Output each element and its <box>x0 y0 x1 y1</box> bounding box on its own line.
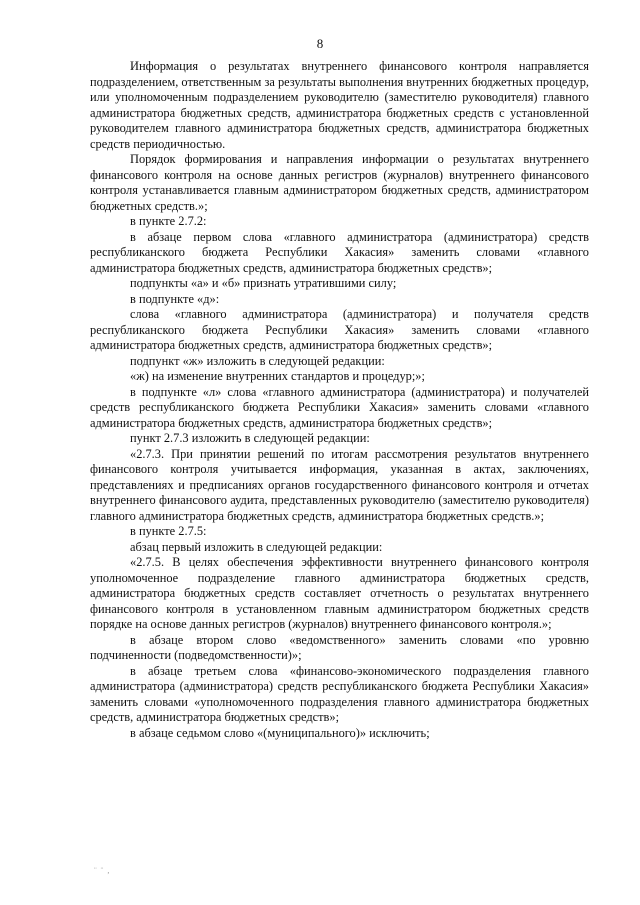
paragraph: абзац первый изложить в следующей редакции: <box>130 539 383 554</box>
paragraph: в абзаце седьмом слово «(муниципального)» исключить; <box>130 725 430 740</box>
footer-mark: ¨ ¨ , <box>94 866 111 875</box>
paragraph: Порядок формирования и направления информации о результатах внутреннего финансового контроля на основе данных регистров (журналов) внутреннего финансового контроля устанавливается главным администратором бюджетных средств, администратором бюджетных средств.»; <box>90 152 589 213</box>
paragraph: «2.7.3. При принятии решений по итогам рассмотрения результатов внутреннего финансового контроля учитывается информация, указанная в актах, заключениях, представлениях и предписаниях органов государственного финансового контроля и отчетах внутреннего финансового аудита, представленных руководителю (заместителю руководителя) главного администратора бюджетных средств, администратора бюджетных средств.»; <box>90 446 589 523</box>
paragraph: слова «главного администратора (администратора) и получателя средств республиканского бюджета Республики Хакасия» заменить словами «главного администратора бюджетных средств, администратора бюджетных средств»; <box>90 307 589 352</box>
paragraph: в абзаце первом слова «главного администратора (администратора) средств республиканского бюджета Республики Хакасия» заменить словами «главного администратора бюджетных средств, администратора бюджетных средств»; <box>90 229 589 275</box>
paragraph: подпункты «а» и «б» признать утратившими силу; <box>130 276 397 290</box>
paragraph: в пункте 2.7.5: <box>130 524 207 538</box>
paragraph: «ж) на изменение внутренних стандартов и процедур;»; <box>130 369 425 383</box>
paragraph: в пункте 2.7.2: <box>130 214 207 228</box>
page-number: 8 <box>316 36 324 51</box>
paragraph: «2.7.5. В целях обеспечения эффективности внутреннего финансового контроля уполномоченное подразделение главного администратора бюджетных средств, администратора бюджетных средств составляет отчетность о результатах внутреннего финансового контроля в установленном главным администратором бюджетных средств порядке на основе данных регистров (журналов) внутреннего финансового контроля.»; <box>90 555 589 631</box>
paragraph: в подпункте «д»: <box>130 291 220 306</box>
paragraph: пункт 2.7.3 изложить в следующей редакции: <box>130 431 370 445</box>
paragraph: Информация о результатах внутреннего финансового контроля направляется подразделением, ответственным за результаты выполнения внутренних бюджетных процедур, или уполномоченным подразделением руководителю (заместителю руководителя) главного администратора бюджетных средств, администратора бюджетных средств с установленной руководителем главного администратора бюджетных средств, администратора бюджетных средств периодичностью. <box>90 59 589 151</box>
document-body <box>90 59 589 741</box>
paragraph: в подпункте «л» слова «главного администратора (администратора) и получателей средств республиканского бюджета Республики Хакасия» заменить словами «главного администратора бюджетных средств, администратора бюджетных средств»; <box>90 384 589 430</box>
paragraph: подпункт «ж» изложить в следующей редакции: <box>130 353 385 368</box>
paragraph: в абзаце третьем слова «финансово-экономического подразделения главного администратора (администратора) средств республиканского бюджета Республики Хакасия» заменить словами «уполномоченного подразделения главного администратора бюджетных средств, администратора бюджетных средств»; <box>90 663 589 724</box>
paragraph: в абзаце втором слово «ведомственного» заменить словами «по уровню подчиненности (подведомственности)»; <box>90 632 589 662</box>
